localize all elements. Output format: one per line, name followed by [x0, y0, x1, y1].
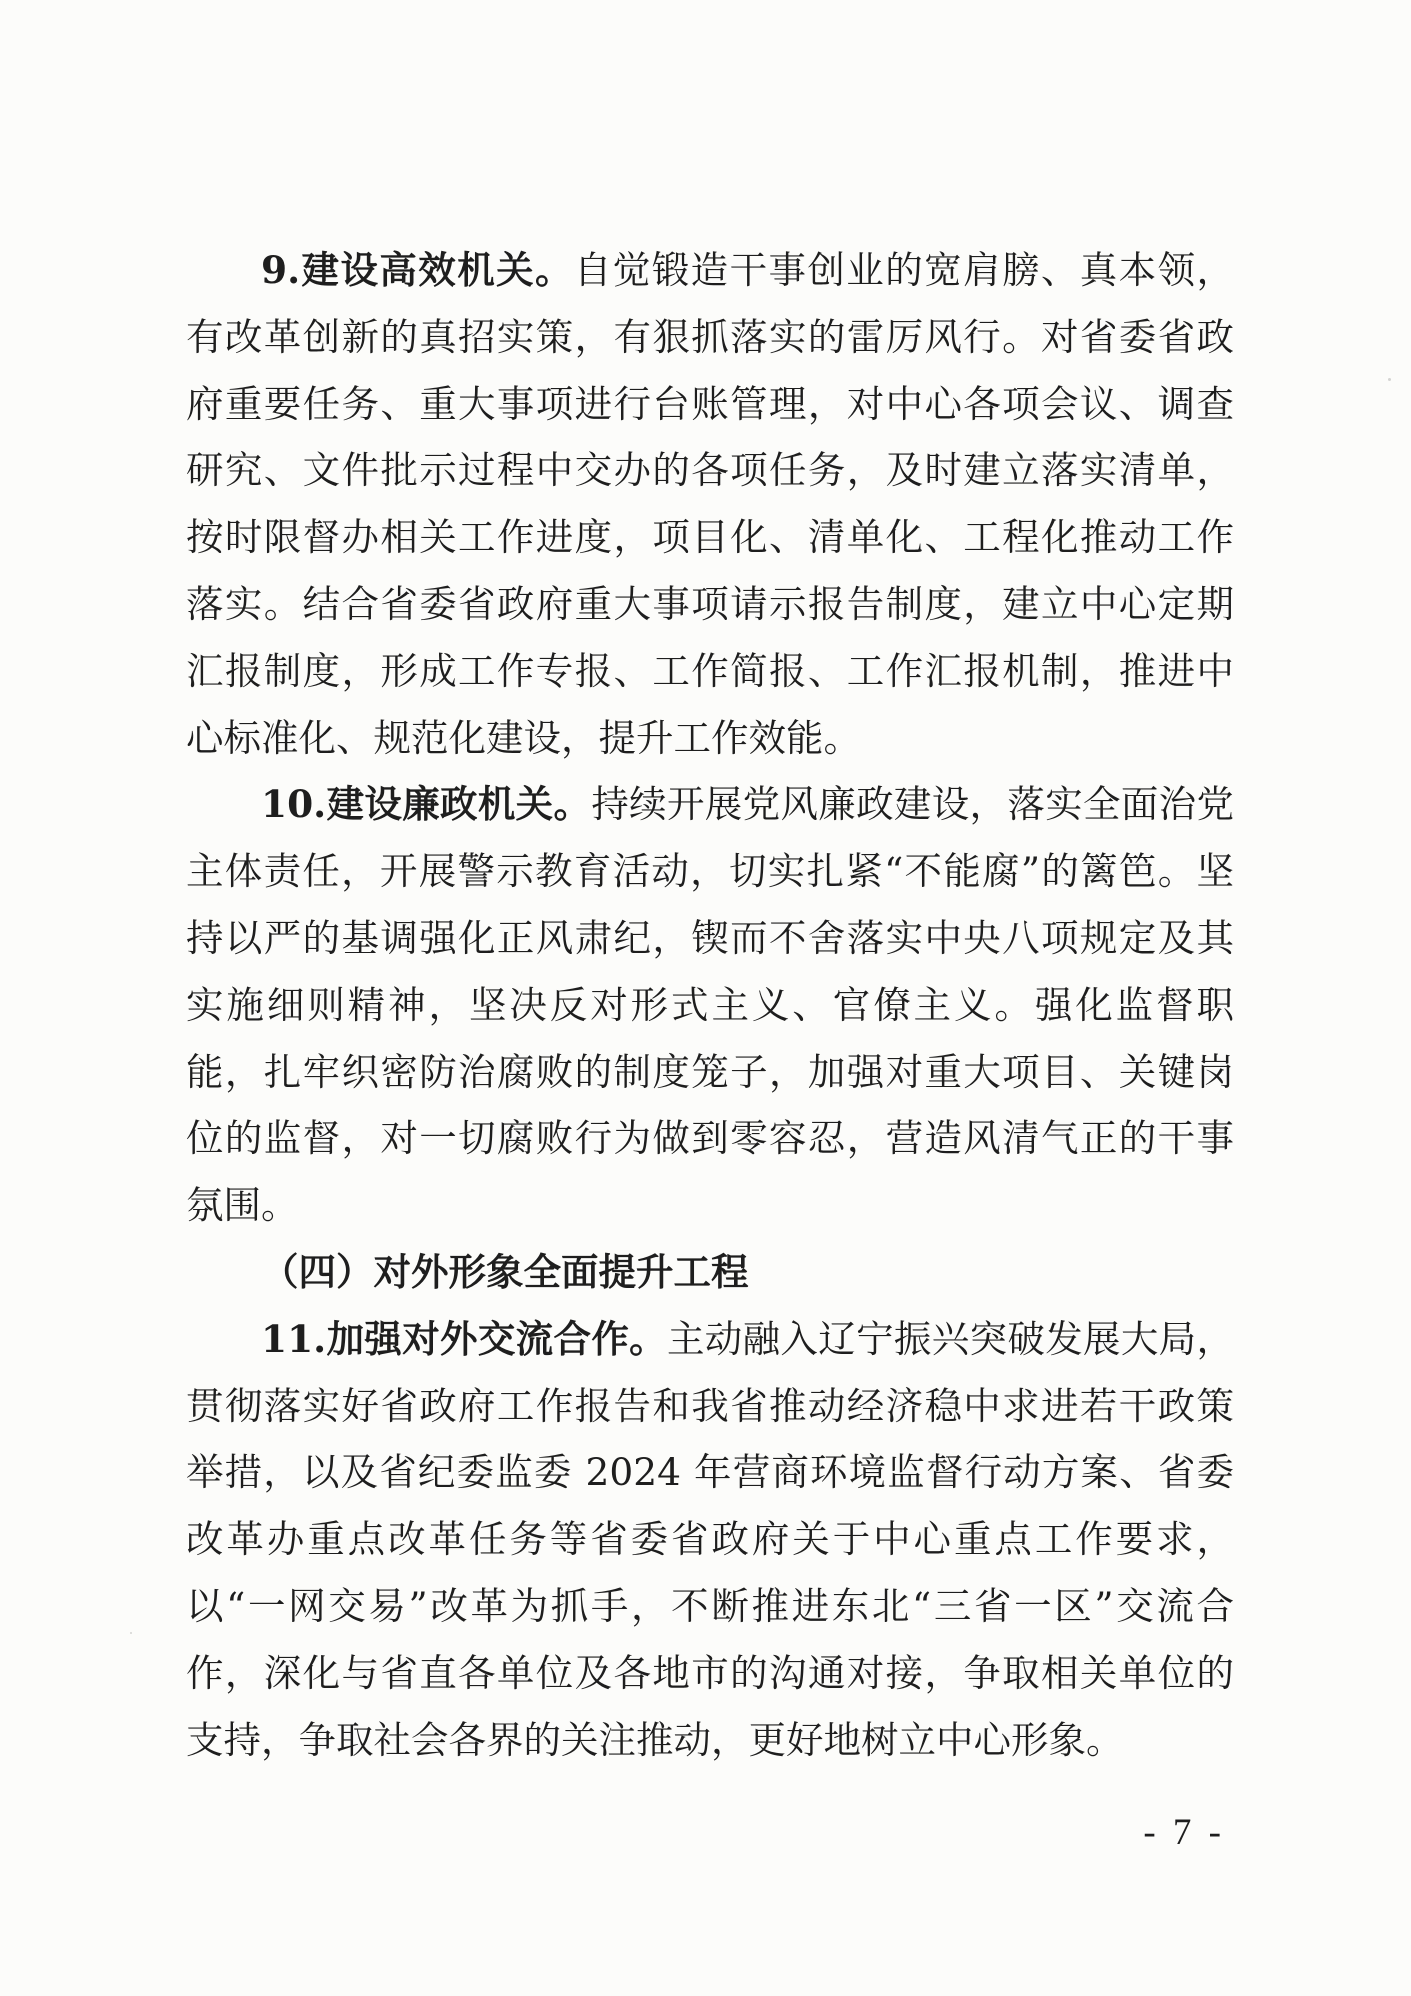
paragraph-efficient-organ: [186, 237, 1234, 771]
paragraph-text: 持续开展党风廉政建设，落实全面治党主体责任，开展警示教育活动，切实扎紧“不能腐”的篱笆。坚持以严的基调强化正风肃纪，锲而不舍落实中央八项规定及其实施细则精神，坚决反对形式主义、官僚主义。强化监督职能，扎牢织密防治腐败的制度笼子，加强对重大项目、关键岗位的监督，对一切腐败行为做到零容忍，营造风清气正的干事氛围。: [186, 782, 1234, 1228]
document-body: [186, 237, 1234, 1773]
paragraph-lead: 11.加强对外交流合作。: [261, 1316, 667, 1361]
paragraph-clean-organ: [186, 771, 1234, 1239]
paragraph-text: 自觉锻造干事创业的宽肩膀、真本领，有改革创新的真招实策，有狠抓落实的雷厉风行。对省委省政府重要任务、重大事项进行台账管理，对中心各项会议、调查研究、文件批示过程中交办的各项任务，及时建立落实清单，按时限督办相关工作进度，项目化、清单化、工程化推动工作落实。结合省委省政府重大事项请示报告制度，建立中心定期汇报制度，形成工作专报、工作简报、工作汇报机制，推进中心标准化、规范化建设，提升工作效能。: [186, 248, 1234, 760]
scan-speck: [130, 1632, 132, 1634]
paragraph-lead: 9.建设高效机关。: [261, 248, 574, 292]
scan-speck: [1388, 378, 1391, 381]
paragraph-text: 主动融入辽宁振兴突破发展大局，贯彻落实好省政府工作报告和我省推动经济稳中求进若干政策举措，以及省纪委监委 2024 年营商环境监督行动方案、省委改革办重点改革任务等省委省政府关于中心重点工作要求，以“一网交易”改革为抓手，不断推进东北“三省一区”交流合作，深化与省直各单位及各地市的沟通对接，争取相关单位的支持，争取社会各界的关注推动，更好地树立中心形象。: [186, 1316, 1234, 1762]
page-number: - 7 -: [1143, 1812, 1225, 1853]
section-heading: （四）对外形象全面提升工程: [261, 1249, 749, 1294]
paragraph-lead: 10.建设廉政机关。: [261, 782, 592, 827]
paragraph-external-cooperation: [186, 1306, 1234, 1774]
